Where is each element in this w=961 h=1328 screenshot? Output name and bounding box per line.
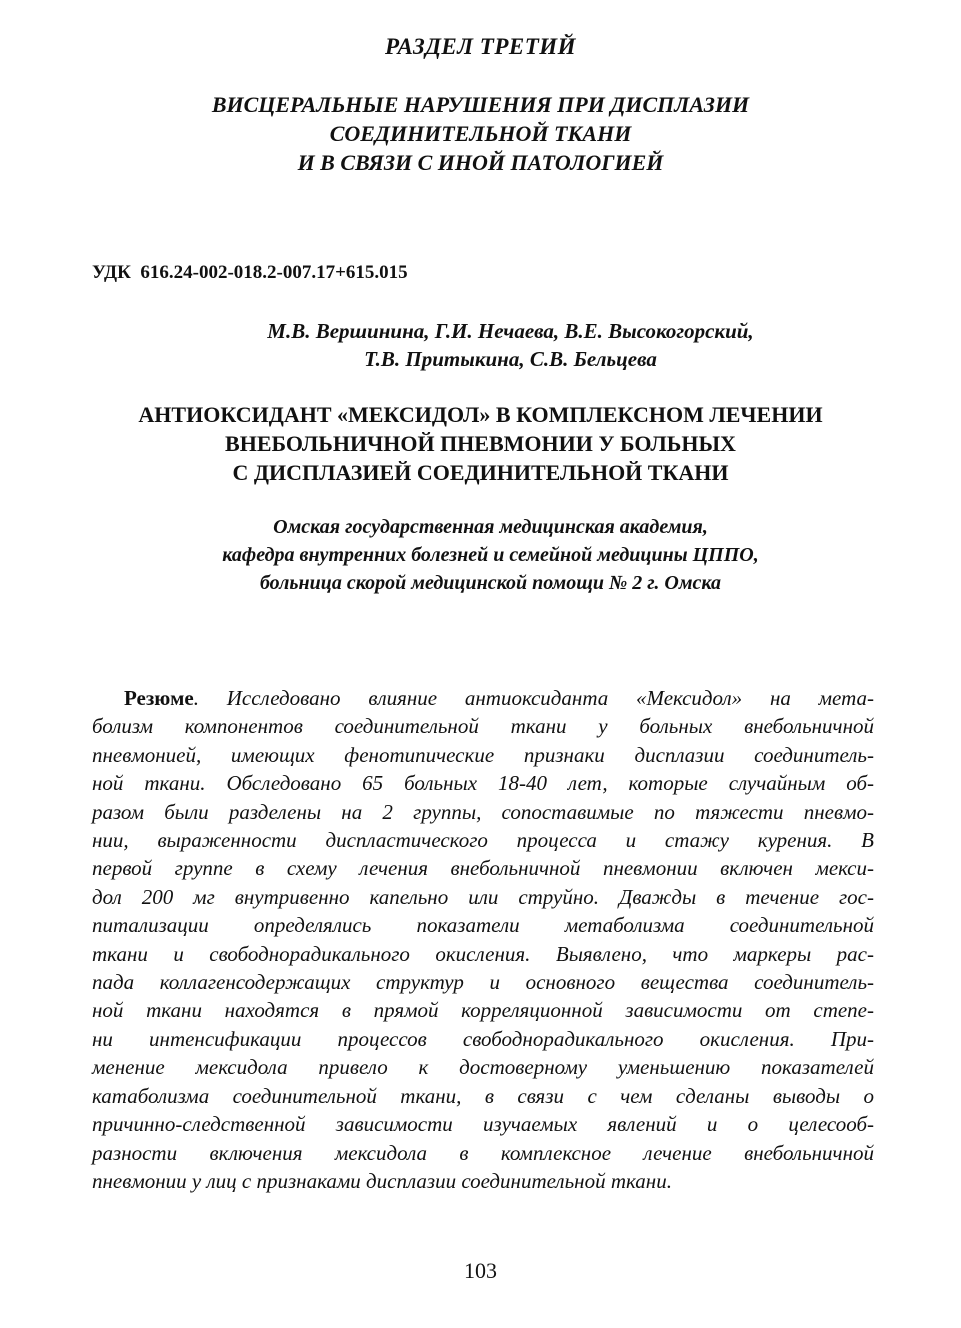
abstract-line: причинно-следственной зависимости изучаемых явлений и о целесооб- [92,1112,874,1137]
subsection-heading-line: СОЕДИНИТЕЛЬНОЙ ТКАНИ [329,121,632,146]
abstract-line: питализации определялись показатели метаболизма соединительной [92,913,874,938]
authors [0,317,961,373]
abstract-label: Резюме [124,686,194,710]
article-title [0,400,961,487]
udk-code: УДК 616.24-002-018.2-007.17+615.015 [92,262,408,283]
abstract-line: ткани и свободнорадикального окисления. Выявлено, что маркеры рас- [92,941,874,966]
abstract-line: дол 200 мг внутривенно капельно или струйно. Дважды в течение гос- [92,884,874,909]
abstract-line: ной ткани. Обследовано 65 больных 18-40 лет, которые случайным об- [92,771,874,796]
section-heading: РАЗДЕЛ ТРЕТИЙ [384,34,577,59]
abstract-line: катаболизма соединительной ткани, в связи с чем сделаны выводы о [92,1083,874,1108]
abstract-line: пневмонией, имеющих фенотипические признаки дисплазии соединитель- [92,742,874,767]
abstract-line: ной ткани находятся в прямой корреляционной зависимости от степе- [92,998,874,1023]
abstract-line: пневмонии у лиц с признаками дисплазии соединительной ткани. [92,1168,672,1193]
affiliation [0,513,961,597]
article-title-line: ВНЕБОЛЬНИЧНОЙ ПНЕВМОНИИ У БОЛЬНЫХ [225,431,736,456]
subsection-heading-line: ВИСЦЕРАЛЬНЫЕ НАРУШЕНИЯ ПРИ ДИСПЛАЗИИ [211,92,750,117]
abstract-line: менение мексидола привело к достоверному уменьшению показателей [92,1055,874,1080]
article-title-line: АНТИОКСИДАНТ «МЕКСИДОЛ» В КОМПЛЕКСНОМ ЛЕЧЕНИИ [138,402,823,427]
abstract-line: разности включения мексидола в комплексное лечение внебольничной [92,1140,874,1165]
authors-line: М.В. Вершинина, Г.И. Нечаева, В.Е. Высокогорский, [267,319,754,343]
abstract-line-text: . Исследовано влияние антиоксиданта «Мексидол» на мета- [193,686,874,710]
abstract-line: ни интенсификации процессов свободнорадикального окисления. При- [92,1026,874,1051]
abstract-line: разом были разделены на 2 группы, сопоставимые по тяжести пневмо- [92,799,874,824]
affiliation-line: кафедра внутренних болезней и семейной медицины ЦППО, [222,544,759,566]
subsection-heading-line: И В СВЯЗИ С ИНОЙ ПАТОЛОГИЕЙ [297,150,664,175]
authors-line: Т.В. Притыкина, С.В. Бельцева [364,347,657,371]
abstract-line [92,684,874,712]
affiliation-line: Омская государственная медицинская академия, [273,516,708,538]
abstract-line: нии, выраженности диспластического процесса и стажу курения. В [92,828,874,853]
abstract [92,684,874,1195]
subsection-heading [0,90,961,177]
abstract-line: болизм компонентов соединительной ткани у больных внебольничной [92,714,874,739]
abstract-line: пада коллагенсодержащих структур и основного вещества соединитель- [92,970,874,995]
abstract-line: первой группе в схему лечения внебольничной пневмонии включен мекси- [92,856,874,881]
affiliation-line: больница скорой медицинской помощи № 2 г. Омска [259,572,722,594]
article-title-line: С ДИСПЛАЗИЕЙ СОЕДИНИТЕЛЬНОЙ ТКАНИ [232,460,729,485]
page-number: 103 [464,1258,497,1283]
